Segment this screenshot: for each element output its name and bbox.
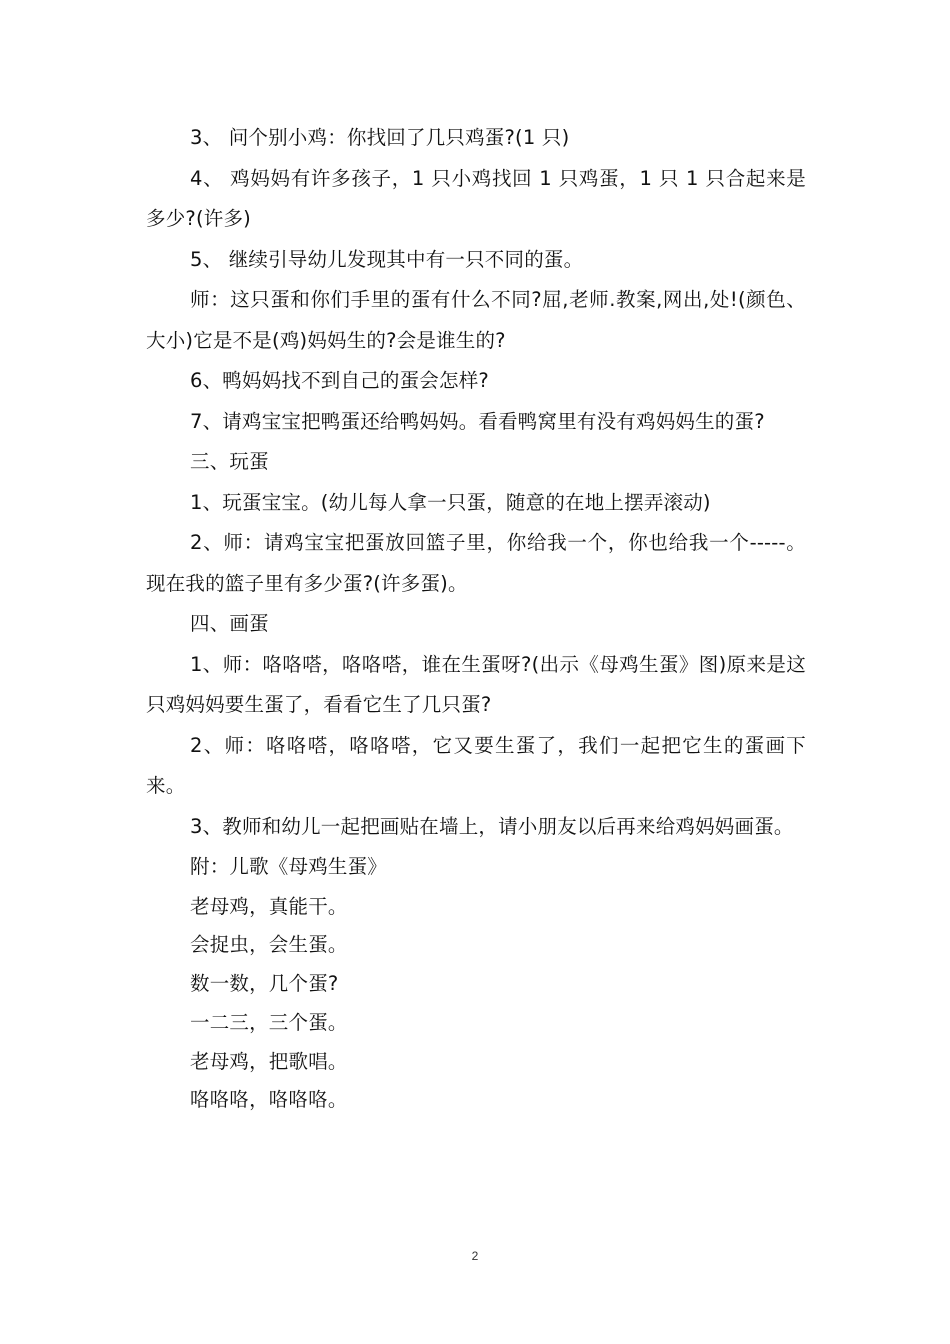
paragraph-step-4: 4、 鸡妈妈有许多孩子，1 只小鸡找回 1 只鸡蛋，1 只 1 只合起来是多少?(许多) <box>146 166 806 230</box>
poem-line: 老母鸡，把歌唱。 <box>190 1049 348 1073</box>
paragraph-step-5: 5、 继续引导幼儿发现其中有一只不同的蛋。 <box>190 247 584 271</box>
section-heading-draw-eggs: 四、画蛋 <box>190 612 269 635</box>
appendix-heading: 附：儿歌《母鸡生蛋》 <box>190 855 388 878</box>
paragraph-step-7: 7、请鸡宝宝把鸭蛋还给鸭妈妈。看看鸭窝里有没有鸡妈妈生的蛋? <box>190 409 765 433</box>
poem-line: 数一数，几个蛋? <box>190 972 339 996</box>
paragraph-step-3: 3、 问个别小鸡：你找回了几只鸡蛋?(1 只) <box>190 126 570 149</box>
poem-line: 咯咯咯，咯咯咯。 <box>190 1088 348 1112</box>
section-heading-play-eggs: 三、玩蛋 <box>190 450 269 473</box>
document-body <box>146 118 806 1120</box>
poem-line: 会捉虫，会生蛋。 <box>190 933 348 957</box>
poem-line: 一二三，三个蛋。 <box>190 1010 348 1034</box>
paragraph-draw-step-3: 3、教师和幼儿一起把画贴在墙上，请小朋友以后再来给鸡妈妈画蛋。 <box>190 814 794 838</box>
page-number: 2 <box>471 1249 479 1263</box>
poem-line: 老母鸡，真能干。 <box>190 894 348 918</box>
paragraph-draw-step-1: 1、师：咯咯嗒，咯咯嗒，谁在生蛋呀?(出示《母鸡生蛋》图)原来是这只鸡妈妈要生蛋了，看看它生了几只蛋? <box>146 652 806 716</box>
paragraph-play-step-2: 2、师：请鸡宝宝把蛋放回篮子里，你给我一个，你也给我一个-----。现在我的篮子里有多少蛋?(许多蛋)。 <box>146 531 806 595</box>
paragraph-teacher-question: 师：这只蛋和你们手里的蛋有什么不同?屈,老师.教案,网出,处!(颜色、大小)它是不是(鸡)妈妈生的?会是谁生的? <box>146 288 806 352</box>
paragraph-step-6: 6、鸭妈妈找不到自己的蛋会怎样? <box>190 369 489 392</box>
paragraph-draw-step-2: 2、师：咯咯嗒，咯咯嗒，它又要生蛋了，我们一起把它生的蛋画下来。 <box>146 733 806 797</box>
paragraph-play-step-1: 1、玩蛋宝宝。(幼儿每人拿一只蛋，随意的在地上摆弄滚动) <box>190 490 711 514</box>
